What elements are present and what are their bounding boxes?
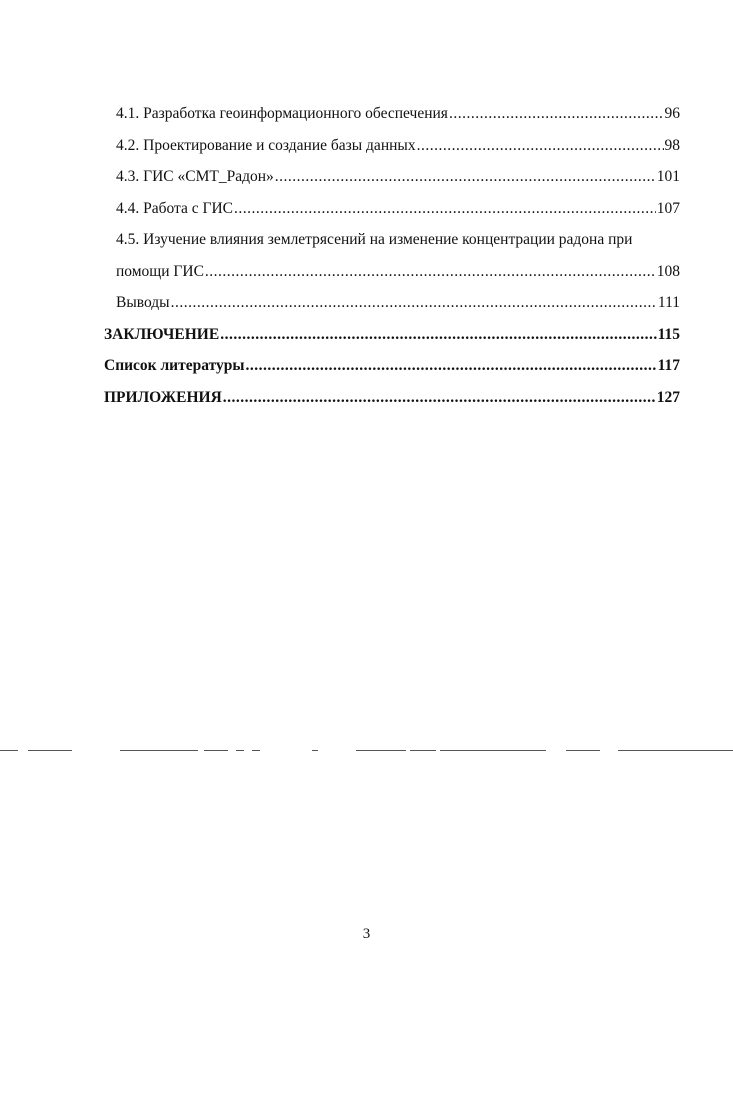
scan-line-artifacts [0, 748, 733, 754]
scan-line-segment [236, 750, 244, 751]
toc-entry-page: 101 [656, 168, 680, 185]
scan-line-segment [410, 750, 436, 751]
scan-line-segment [204, 750, 228, 751]
toc-entry-4-1 [104, 98, 680, 130]
dot-leader [205, 256, 656, 288]
toc-entry-page: 117 [657, 357, 680, 374]
toc-entry-page: 115 [657, 325, 680, 343]
dot-leader [417, 130, 664, 162]
toc-entry-title: ПРИЛОЖЕНИЯ [104, 388, 222, 406]
toc-entry-conclusions [104, 287, 680, 319]
scan-line-segment [28, 750, 72, 751]
dot-leader [275, 161, 656, 193]
toc-entry-conclusion-chapter [104, 319, 680, 351]
scan-line-segment [120, 750, 198, 751]
toc-entry-page: 127 [656, 388, 680, 406]
toc-entry-title: ЗАКЛЮЧЕНИЕ [104, 325, 220, 343]
toc-entry-appendices [104, 382, 680, 414]
toc-entry-title: Список литературы [104, 357, 245, 374]
dot-leader [245, 350, 656, 382]
toc-entry-4-2 [104, 130, 680, 162]
scan-line-segment [566, 750, 600, 751]
toc-entry-title: 4.3. ГИС «СМТ_Радон» [116, 168, 274, 185]
toc-entry-page: 107 [656, 199, 680, 217]
toc-entry-title: Выводы [116, 294, 170, 311]
toc-entry-4-5-first-line: 4.5. Изучение влияния землетрясений на изменение концентрации радона при [116, 231, 633, 248]
toc-entry-title: 4.2. Проектирование и создание базы данных [116, 136, 416, 154]
scan-line-segment [0, 750, 18, 751]
toc-entry-4-5 [104, 256, 680, 288]
toc-entry-page: 96 [664, 105, 680, 122]
scan-line-segment [618, 750, 733, 751]
table-of-contents [104, 98, 680, 413]
toc-entry-4-3 [104, 161, 680, 193]
toc-entry-title: 4.4. Работа с ГИС [116, 199, 234, 217]
scan-line-segment [312, 750, 318, 751]
dot-leader [223, 382, 656, 414]
dot-leader [220, 319, 656, 351]
dot-leader [234, 193, 656, 225]
dot-leader [171, 287, 657, 319]
toc-entry-page: 108 [656, 262, 680, 280]
dot-leader [449, 98, 664, 130]
page-number: 3 [362, 926, 371, 942]
toc-entry-title: 4.1. Разработка геоинформационного обеспечения [116, 105, 448, 122]
toc-entry-4-4 [104, 193, 680, 225]
toc-entry-references [104, 350, 680, 382]
scan-line-segment [356, 750, 406, 751]
toc-entry-title: помощи ГИС [116, 262, 204, 280]
scan-line-segment [252, 750, 260, 751]
toc-entry-page: 111 [657, 294, 680, 311]
toc-entry-page: 98 [664, 136, 680, 154]
scan-line-segment [440, 750, 546, 751]
